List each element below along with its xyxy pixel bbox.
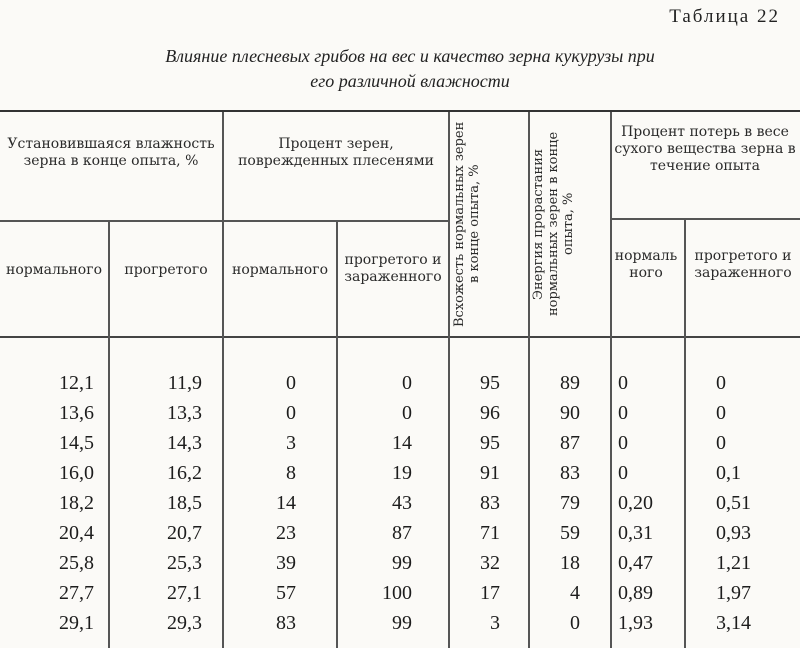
- table-cell-r0-c3: 0: [402, 372, 412, 394]
- header-damaged-grains: Процент зерен, поврежденных плесенями: [238, 136, 434, 169]
- table-cell-r5-c4: 71: [480, 522, 500, 544]
- table-cell-r3-c4: 91: [480, 462, 500, 484]
- table-cell-r4-c5: 79: [560, 492, 580, 514]
- table-cell-r4-c4: 83: [480, 492, 500, 514]
- subheader-normal: нормального: [6, 262, 102, 278]
- header-germination: Всхожесть нормальных зерен в конце опыта, %: [452, 121, 482, 327]
- table-cell-r8-c6: 1,93: [618, 612, 653, 634]
- table-cell-r3-c5: 83: [560, 462, 580, 484]
- table-cell-r5-c5: 59: [560, 522, 580, 544]
- table-cell-r6-c7: 1,21: [716, 552, 751, 574]
- table-cell-r0-c7: 0: [716, 372, 726, 394]
- table-cell-r1-c4: 96: [480, 402, 500, 424]
- caption-line-1: Влияние плесневых грибов на вес и качество зерна кукурузы при: [165, 46, 655, 66]
- table-cell-r1-c0: 13,6: [59, 402, 94, 424]
- table-cell-r7-c6: 0,89: [618, 582, 653, 604]
- table-cell-r5-c0: 20,4: [59, 522, 94, 544]
- table-cell-r6-c0: 25,8: [59, 552, 94, 574]
- table-cell-r7-c2: 57: [276, 582, 296, 604]
- table-cell-r3-c2: 8: [286, 462, 296, 484]
- table-cell-r5-c1: 20,7: [167, 522, 202, 544]
- table-cell-r6-c2: 39: [276, 552, 296, 574]
- table-cell-r5-c7: 0,93: [716, 522, 751, 544]
- table-cell-r7-c1: 27,1: [167, 582, 202, 604]
- table-cell-r1-c7: 0: [716, 402, 726, 424]
- table-cell-r8-c4: 3: [490, 612, 500, 634]
- table-cell-r3-c0: 16,0: [59, 462, 94, 484]
- subheader-normal-5: нормального: [614, 248, 678, 281]
- table-cell-r7-c7: 1,97: [716, 582, 751, 604]
- table-cell-r1-c5: 90: [560, 402, 580, 424]
- table-cell-r1-c2: 0: [286, 402, 296, 424]
- table-cell-r5-c2: 23: [276, 522, 296, 544]
- subheader-normal-2: нормального: [232, 262, 328, 278]
- table-cell-r5-c6: 0,31: [618, 522, 653, 544]
- table-cell-r2-c2: 3: [286, 432, 296, 454]
- table-cell-r4-c3: 43: [392, 492, 412, 514]
- col-divider-1: [108, 220, 110, 648]
- table-cell-r8-c1: 29,3: [167, 612, 202, 634]
- table-cell-r2-c4: 95: [480, 432, 500, 454]
- table-cell-r6-c4: 32: [480, 552, 500, 574]
- table-cell-r3-c3: 19: [392, 462, 412, 484]
- table-cell-r0-c0: 12,1: [59, 372, 94, 394]
- group1-divider: [0, 220, 222, 222]
- table-cell-r7-c5: 4: [570, 582, 580, 604]
- table-cell-r6-c5: 18: [560, 552, 580, 574]
- table-cell-r3-c7: 0,1: [716, 462, 741, 484]
- table-caption: [30, 44, 790, 94]
- table-cell-r5-c3: 87: [392, 522, 412, 544]
- col-divider-7: [684, 218, 686, 648]
- table-cell-r4-c1: 18,5: [167, 492, 202, 514]
- table-cell-r8-c5: 0: [570, 612, 580, 634]
- table-cell-r4-c0: 18,2: [59, 492, 94, 514]
- header-sprouting-energy: Энергия прорастания нормальных зерен в конце опыта, %: [531, 131, 576, 317]
- col-divider-4: [448, 112, 450, 648]
- table-top-rule: [0, 110, 800, 112]
- table-number: Таблица 22: [669, 6, 780, 27]
- col-divider-2: [222, 112, 224, 648]
- table-cell-r8-c3: 99: [392, 612, 412, 634]
- table-cell-r7-c4: 17: [480, 582, 500, 604]
- table-cell-r1-c3: 0: [402, 402, 412, 424]
- table-cell-r0-c4: 95: [480, 372, 500, 394]
- caption-line-2: его различной влажности: [310, 71, 510, 91]
- table-cell-r8-c7: 3,14: [716, 612, 751, 634]
- table-cell-r0-c5: 89: [560, 372, 580, 394]
- table-cell-r0-c6: 0: [618, 372, 628, 394]
- table-cell-r0-c1: 11,9: [167, 372, 202, 394]
- table-cell-r8-c0: 29,1: [59, 612, 94, 634]
- table-cell-r3-c6: 0: [618, 462, 628, 484]
- table-cell-r4-c6: 0,20: [618, 492, 653, 514]
- table-cell-r7-c3: 100: [382, 582, 412, 604]
- table-cell-r8-c2: 83: [276, 612, 296, 634]
- group5-divider: [610, 218, 800, 220]
- table-cell-r2-c5: 87: [560, 432, 580, 454]
- subheader-heated: прогретого: [124, 262, 208, 278]
- header-bottom-rule: [0, 336, 800, 338]
- col-divider-6: [610, 112, 612, 648]
- table-cell-r2-c6: 0: [618, 432, 628, 454]
- table-cell-r0-c2: 0: [286, 372, 296, 394]
- header-dry-matter-loss: Процент потерь в весе сухого вещества зерна в течение опыта: [614, 124, 796, 174]
- col-divider-5: [528, 112, 530, 648]
- table-cell-r6-c1: 25,3: [167, 552, 202, 574]
- table-cell-r4-c7: 0,51: [716, 492, 751, 514]
- group2-divider: [222, 220, 448, 222]
- col-divider-3: [336, 220, 338, 648]
- table-cell-r2-c3: 14: [392, 432, 412, 454]
- table-cell-r1-c6: 0: [618, 402, 628, 424]
- header-moisture: Установившаяся влажность зерна в конце опыта, %: [7, 136, 215, 169]
- table-cell-r2-c1: 14,3: [167, 432, 202, 454]
- subheader-heated-infected-5: прогретого и зараженного: [694, 248, 792, 281]
- table-cell-r6-c3: 99: [392, 552, 412, 574]
- table-cell-r7-c0: 27,7: [59, 582, 94, 604]
- table-cell-r2-c0: 14,5: [59, 432, 94, 454]
- table-cell-r2-c7: 0: [716, 432, 726, 454]
- table-cell-r3-c1: 16,2: [167, 462, 202, 484]
- subheader-heated-infected: прогретого и зараженного: [344, 252, 442, 285]
- table-cell-r6-c6: 0,47: [618, 552, 653, 574]
- table-cell-r4-c2: 14: [276, 492, 296, 514]
- table-cell-r1-c1: 13,3: [167, 402, 202, 424]
